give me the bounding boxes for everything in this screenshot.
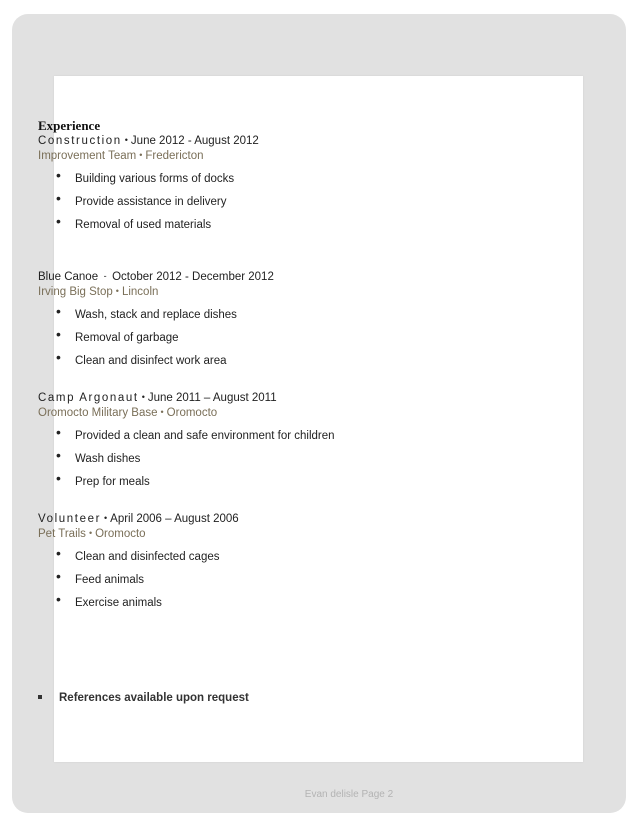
job-dates: June 2011 – August 2011 [147,392,277,404]
bullet-text: Feed animals [75,574,145,586]
job-header [38,391,598,406]
bullet-text: Removal of garbage [75,332,179,344]
bullet-text: Prep for meals [75,476,150,488]
job-location: Oromocto [166,407,218,419]
job-bullets [38,304,598,373]
list-item [38,448,598,471]
separator-dot: • [104,513,108,523]
job-bullets [38,546,598,615]
bullet-icon: • [56,190,61,206]
bullet-icon: • [56,213,61,229]
job-location: Lincoln [121,286,159,298]
separator-dot: • [160,407,164,417]
experience-section [38,118,598,615]
separator-dot: • [124,135,128,145]
job-entry [38,512,598,615]
job-role: Construction [38,135,122,147]
job-header [38,270,598,285]
job-header [38,134,598,149]
list-item [38,327,598,350]
footer-text: Evan delisle Page 2 [304,789,394,800]
separator-dot: • [88,528,93,538]
job-location: Fredericton [145,150,204,162]
job-dates: October 2012 - December 2012 [112,271,274,283]
list-item [38,471,598,494]
job-role: Camp Argonaut [38,392,139,404]
bullet-text: Building various forms of docks [75,173,235,185]
bullet-text: Clean and disinfect work area [75,355,227,367]
list-item [38,214,598,237]
list-item [38,350,598,373]
bullet-icon: • [56,545,61,561]
section-title: Experience [38,118,101,133]
separator-dot: • [141,392,145,402]
job-org: Pet Trails [38,528,86,540]
job-role: Volunteer [38,513,101,525]
separator-dot: • [115,286,119,296]
list-item [38,191,598,214]
job-dates: April 2006 – August 2006 [110,513,239,525]
job-header [38,512,598,527]
page-footer [0,789,638,800]
bullet-icon: • [56,303,61,319]
bullet-icon: • [56,447,61,463]
job-location: Oromocto [95,528,146,540]
job-entry [38,270,598,373]
job-entry [38,391,598,494]
job-org-line [38,527,598,542]
bullet-icon: • [56,470,61,486]
job-role: Blue Canoe [38,271,99,283]
bullet-text: Removal of used materials [75,219,212,231]
bullet-icon: • [56,568,61,584]
job-org-line [38,406,598,421]
job-org: Improvement Team [38,150,137,162]
bullet-icon: • [56,591,61,607]
bullet-icon: • [56,167,61,183]
separator-dot: • [139,150,143,160]
list-item [38,304,598,327]
list-item [38,569,598,592]
bullet-icon: • [56,349,61,365]
job-bullets [38,425,598,494]
job-org-line [38,285,598,300]
job-entry [38,134,598,237]
bullet-text: Wash, stack and replace dishes [75,309,237,321]
job-org-line [38,149,598,164]
job-org: Oromocto Military Base [38,407,158,419]
references-text: References available upon request [59,692,249,704]
list-item [38,425,598,448]
bullet-text: Wash dishes [75,453,141,465]
bullet-icon: • [56,424,61,440]
references-note [38,692,249,704]
bullet-text: Exercise animals [75,597,162,609]
job-org: Irving Big Stop [38,286,113,298]
job-dates: June 2012 - August 2012 [130,135,259,147]
bullet-icon: • [56,326,61,342]
list-item [38,168,598,191]
bullet-text: Clean and disinfected cages [75,551,220,563]
job-bullets [38,168,598,237]
separator-dot: - [101,271,110,281]
bullet-text: Provide assistance in delivery [75,196,227,208]
list-item [38,546,598,569]
bullet-text: Provided a clean and safe environment for children [75,430,335,442]
square-bullet-icon [38,695,42,699]
list-item [38,592,598,615]
